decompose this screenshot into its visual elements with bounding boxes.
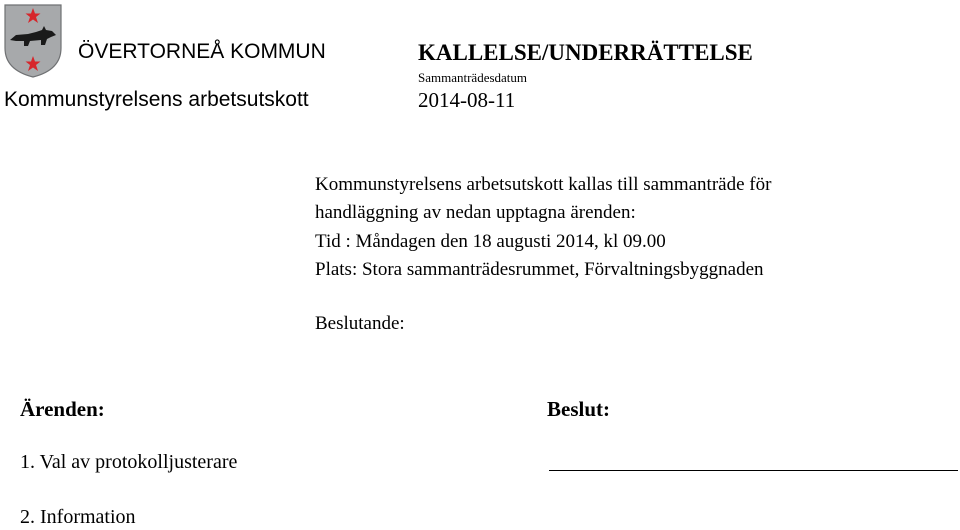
municipality-name: ÖVERTORNEÅ KOMMUN	[78, 40, 326, 63]
decision-makers-label: Beslutande:	[315, 313, 405, 334]
agenda-item: 1. Val av protokolljusterare	[20, 451, 238, 473]
decision-blank-line	[549, 470, 958, 471]
decision-heading: Beslut:	[547, 397, 610, 421]
meeting-time: Tid : Måndagen den 18 augusti 2014, kl 09.00	[315, 231, 666, 252]
intro-text-line-1: Kommunstyrelsens arbetsutskott kallas till sammanträde för	[315, 174, 772, 195]
agenda-items-heading: Ärenden:	[20, 397, 105, 421]
meeting-date-label: Sammanträdesdatum	[418, 70, 528, 85]
meeting-date-value: 2014-08-11	[418, 88, 516, 112]
committee-name: Kommunstyrelsens arbetsutskott	[4, 88, 309, 111]
document-title: KALLELSE/UNDERRÄTTELSE	[418, 40, 753, 65]
fox-crest-icon	[4, 4, 62, 78]
intro-text-line-2: handläggning av nedan upptagna ärenden:	[315, 202, 636, 223]
meeting-place: Plats: Stora sammanträdesrummet, Förvaltningsbyggnaden	[315, 259, 764, 280]
agenda-item: 2. Information	[20, 506, 136, 528]
